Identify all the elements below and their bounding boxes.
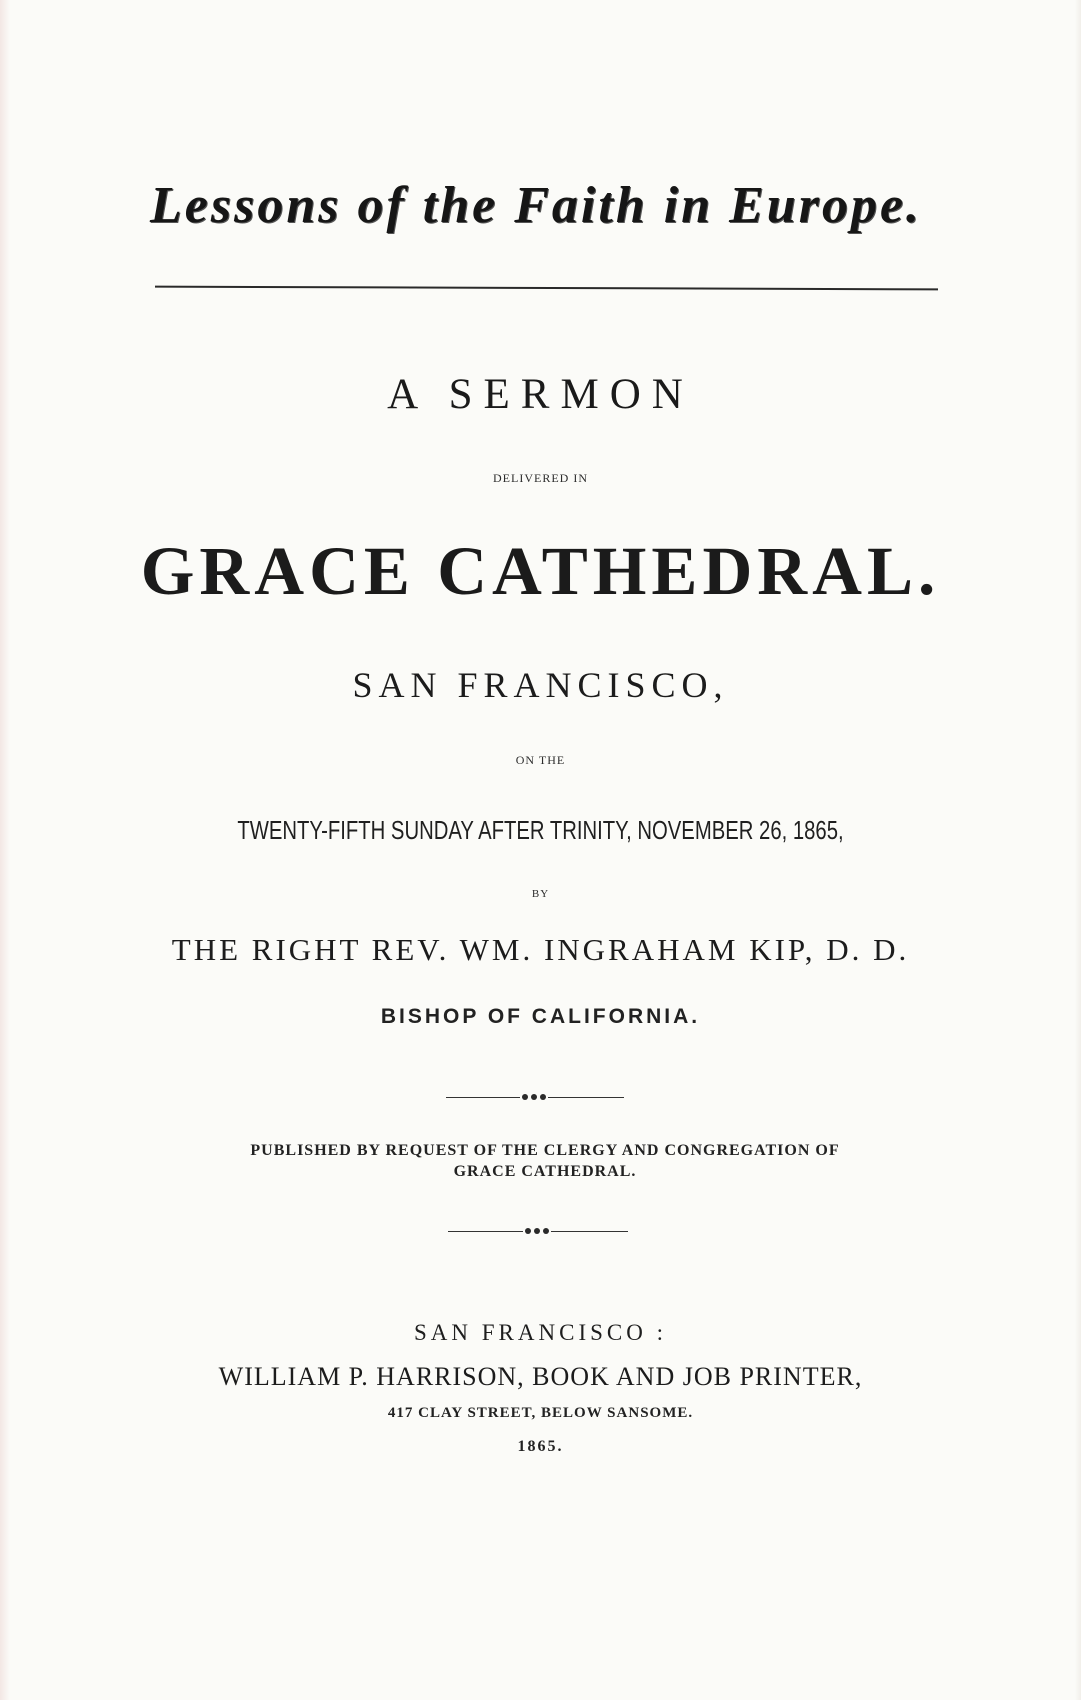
ornament-dot — [531, 1094, 537, 1100]
ornament-dot — [534, 1228, 540, 1234]
ornament-line — [551, 1231, 628, 1232]
printer-name: WILLIAM P. HARRISON, BOOK AND JOB PRINTER, — [218, 1362, 863, 1391]
publication-year: 1865. — [517, 1438, 564, 1455]
ornament-line — [548, 1097, 624, 1098]
ornament-line — [446, 1097, 520, 1098]
ornament-divider — [446, 1093, 624, 1103]
ornament-dot — [543, 1228, 549, 1234]
ornament-divider — [448, 1227, 628, 1237]
ornament-dot — [540, 1094, 546, 1100]
author-title: BISHOP OF CALIFORNIA. — [380, 1005, 701, 1028]
city-name: SAN FRANCISCO, — [352, 665, 729, 705]
delivered-in-text: DELIVERED IN — [493, 471, 588, 485]
publication-note-line: GRACE CATHEDRAL. — [453, 1163, 637, 1180]
author-name: THE RIGHT REV. WM. INGRAHAM KIP, D. D. — [171, 932, 910, 967]
ornament-dot — [522, 1094, 528, 1100]
title-rule — [155, 286, 938, 291]
imprint-city: SAN FRANCISCO : — [414, 1320, 667, 1345]
by-text: BY — [531, 888, 550, 900]
printer-address: 417 CLAY STREET, BELOW SANSOME. — [387, 1405, 694, 1421]
publication-note — [185, 1140, 905, 1182]
publication-note-line: PUBLISHED BY REQUEST OF THE CLERGY AND CONGREGATION OF — [250, 1142, 840, 1159]
ornament-line — [448, 1231, 523, 1232]
sermon-date: TWENTY-FIFTH SUNDAY AFTER TRINITY, NOVEMBER 26, 1865, — [237, 815, 844, 845]
ornament-dot — [525, 1228, 531, 1234]
series-title: Lessons of the Faith in Europe. — [150, 177, 923, 234]
on-the-text: ON THE — [515, 753, 566, 767]
sermon-heading: A SERMON — [387, 371, 694, 418]
church-name: GRACE CATHEDRAL. — [140, 533, 941, 609]
